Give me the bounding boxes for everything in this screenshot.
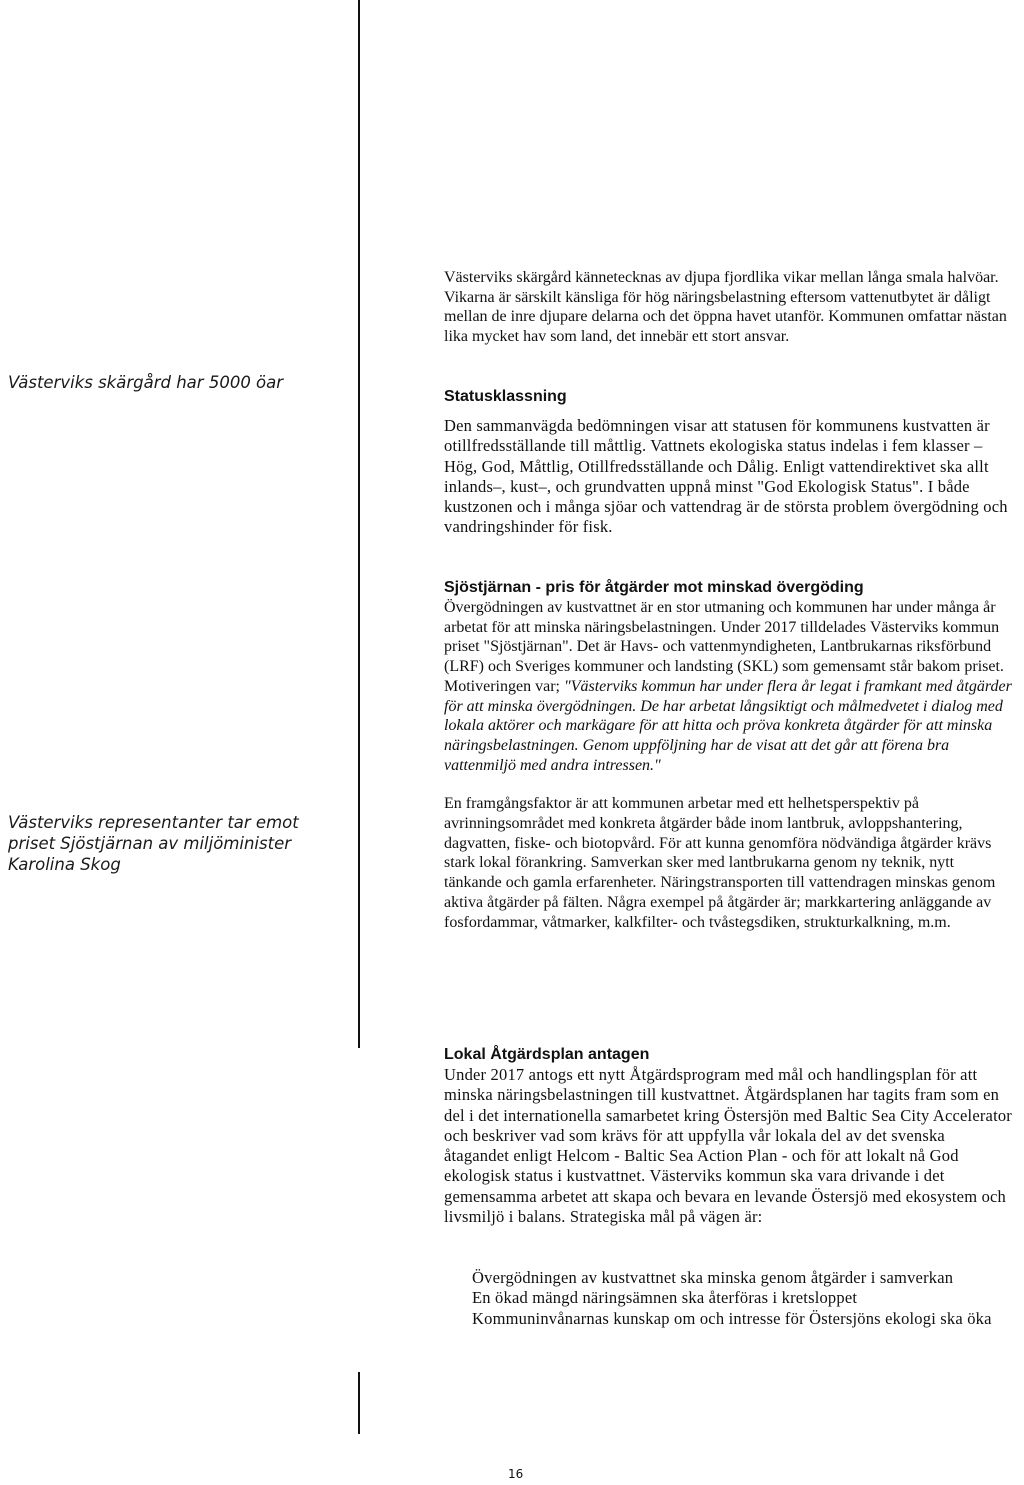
caption-prize-photo: Västerviks representanter tar emot priset Sjöstjärnan av miljöminister Karolina Skog [8, 813, 299, 874]
goals-list [472, 1268, 1012, 1329]
intro-paragraph: Västerviks skärgård kännetecknas av djupa fjordlika vikar mellan långa smala halvöar. Vikarna är särskilt känsliga för hög näringsbelastning eftersom vattenutbytet är dåligt mellan de inre djupare delarna och det öppna havet utanför. Kommunen omfattar nästan lika mycket hav som land, det innebär ett stort ansvar. [444, 269, 1007, 346]
plan-section [444, 1045, 1014, 1227]
prize-quote: "Västerviks kommun har under flera år legat i framkant med åtgärder för att minska övergödningen. De har arbetat långsiktigt och målmedvetet i dialog med lokala aktörer och markägare för att hitta och pröva konkreta åtgärder för att minska näringsbelastningen. Genom uppföljning har de visat att det går att förena bra vattenmiljö med andra intressen." [444, 677, 1012, 774]
column-divider-top [358, 0, 360, 1048]
plan-heading: Lokal Åtgärdsplan antagen [444, 1046, 650, 1063]
goal-item: Övergödningen av kustvattnet ska minska genom åtgärder i samverkan [472, 1268, 954, 1287]
status-heading: Statusklassning [444, 388, 567, 405]
status-section [444, 387, 1014, 538]
goal-item: En ökad mängd näringsämnen ska återföras i kretsloppet [472, 1288, 858, 1308]
goal-item: Kommuninvånarnas kunskap om och intresse för Östersjöns ekologi ska öka [472, 1308, 992, 1328]
status-paragraph: Den sammanvägda bedömningen visar att statusen för kommunens kustvatten är otillfredsställande till måttlig. Vattnets ekologiska status indelas i fem klasser – Hög, God, Måttlig, Otillfredsställande och Dålig. Enligt vattendirektivet ska allt inlands–, kust–, och grundvatten uppnå minst "God Ekologisk Status". I både kustzonen och i många sjöar och vattendrag är de största problem övergödning och vandringshinder för fisk. [444, 416, 1008, 537]
plan-paragraph: Under 2017 antogs ett nytt Åtgärdsprogram med mål och handlingsplan för att minska näringsbelastningen till kustvattnet. Åtgärdsplanen har tagits fram som en del i det internationella samarbetet kring Östersjön med Baltic Sea City Accelerator och beskriver vad som krävs för att uppfylla vår lokala del av det svenska åtagandet enligt Helcom - Baltic Sea Action Plan - och för att lokalt nå God ekologisk status i kustvattnet. Västerviks kommun ska vara drivande i det gemensamma arbetet att skapa och bevara en levande Östersjö med ekosystem och livsmiljö i balans. Strategiska mål på vägen är: [444, 1065, 1012, 1227]
intro-block [444, 268, 1014, 347]
prize-text: Övergödningen av kustvattnet är en stor utmaning och kommunen har under många år arbetat för att minska näringsbelastningen. Under 2017 tilldelades Västerviks kommun priset "Sjöstjärnan". Det är Havs- och vattenmyndigheten, Lantbrukarnas riksförbund (LRF) och Sveriges kommuner och landsting (SKL) som gemensamt står bakom priset. Motiveringen var; [444, 599, 1004, 695]
prize-paragraph [444, 598, 1014, 775]
page-number: 16 [508, 1467, 524, 1481]
success-factor-paragraph: En framgångsfaktor är att kommunen arbetar med ett helhetsperspektiv på avrinningsområdet med konkreta åtgärder både inom lantbruk, avloppshantering, dagvatten, fiske- och biotopvård. För att kunna genomföra nödvändiga åtgärder krävs stark lokal förankring. Samverkan sker med lantbrukarna genom ny teknik, nytt tänkande och gamla erfarenheter. Näringstransporten till vattendragen minskas genom aktiva åtgärder på fälten. Några exempel på åtgärder är; markkartering anläggande av fosfordammar, våtmarker, kalkfilter- och tvåstegsdiken, strukturkalkning, m.m. [444, 795, 996, 931]
column-divider-bottom [358, 1372, 360, 1434]
prize-section [444, 578, 1014, 932]
caption-archipelago: Västerviks skärgård har 5000 öar [8, 373, 284, 392]
prize-heading: Sjöstjärnan - pris för åtgärder mot minskad övergöding [444, 579, 864, 596]
